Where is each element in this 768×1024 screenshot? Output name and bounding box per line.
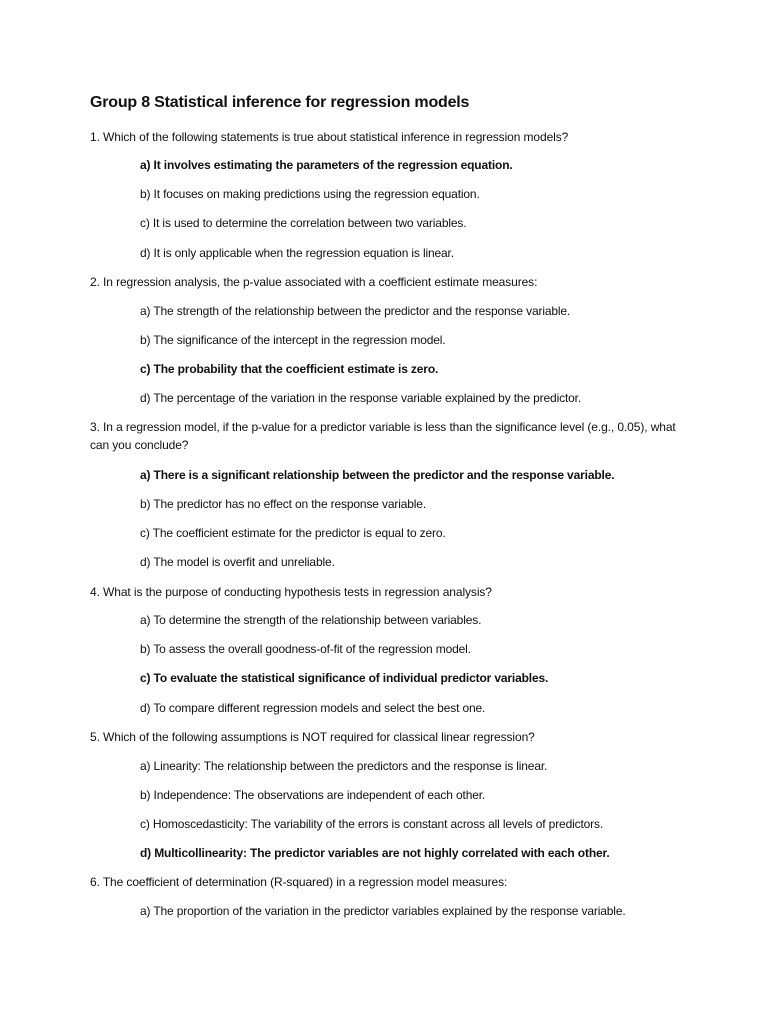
- q5-option-b: b) Independence: The observations are independent of each other.: [140, 788, 486, 802]
- question-4: 4. What is the purpose of conducting hypothesis tests in regression analysis?: [90, 585, 492, 599]
- q1-option-b: b) It focuses on making predictions using the regression equation.: [140, 187, 480, 201]
- question-2: 2. In regression analysis, the p-value associated with a coefficient estimate measures:: [90, 275, 538, 289]
- q2-option-b: b) The significance of the intercept in the regression model.: [140, 333, 446, 347]
- q1-option-a: a) It involves estimating the parameters of the regression equation.: [140, 158, 513, 172]
- q6-option-a: a) The proportion of the variation in the predictor variables explained by the response variable.: [140, 904, 626, 918]
- question-5: 5. Which of the following assumptions is NOT required for classical linear regression?: [90, 730, 535, 744]
- q4-option-d: d) To compare different regression models and select the best one.: [140, 701, 486, 715]
- q3-option-d: d) The model is overfit and unreliable.: [140, 555, 335, 569]
- q2-option-c: c) The probability that the coefficient estimate is zero.: [140, 362, 439, 376]
- q5-option-a: a) Linearity: The relationship between the predictors and the response is linear.: [140, 759, 548, 773]
- q2-option-a: a) The strength of the relationship between the predictor and the response variable.: [140, 304, 571, 318]
- q4-option-c: c) To evaluate the statistical significance of individual predictor variables.: [140, 671, 549, 685]
- q5-option-c: c) Homoscedasticity: The variability of the errors is constant across all levels of predictors.: [140, 817, 604, 831]
- q3-option-a: a) There is a significant relationship between the predictor and the response variable.: [140, 468, 615, 482]
- page-title: Group 8 Statistical inference for regression models: [90, 94, 470, 111]
- question-3: 3. In a regression model, if the p-value for a predictor variable is less than the significance level (e.g., 0.05), what can you conclude?: [90, 420, 676, 452]
- q1-option-d: d) It is only applicable when the regression equation is linear.: [140, 246, 454, 260]
- q2-option-d: d) The percentage of the variation in the response variable explained by the predictor.: [140, 391, 582, 405]
- q4-option-a: a) To determine the strength of the relationship between variables.: [140, 613, 482, 627]
- q4-option-b: b) To assess the overall goodness-of-fit of the regression model.: [140, 642, 471, 656]
- question-1: 1. Which of the following statements is true about statistical inference in regression models?: [90, 130, 569, 144]
- q3-option-c: c) The coefficient estimate for the predictor is equal to zero.: [140, 526, 446, 540]
- q5-option-d: d) Multicollinearity: The predictor variables are not highly correlated with each other.: [140, 846, 610, 860]
- question-6: 6. The coefficient of determination (R-squared) in a regression model measures:: [90, 875, 508, 889]
- q1-option-c: c) It is used to determine the correlation between two variables.: [140, 216, 467, 230]
- q3-option-b: b) The predictor has no effect on the response variable.: [140, 497, 427, 511]
